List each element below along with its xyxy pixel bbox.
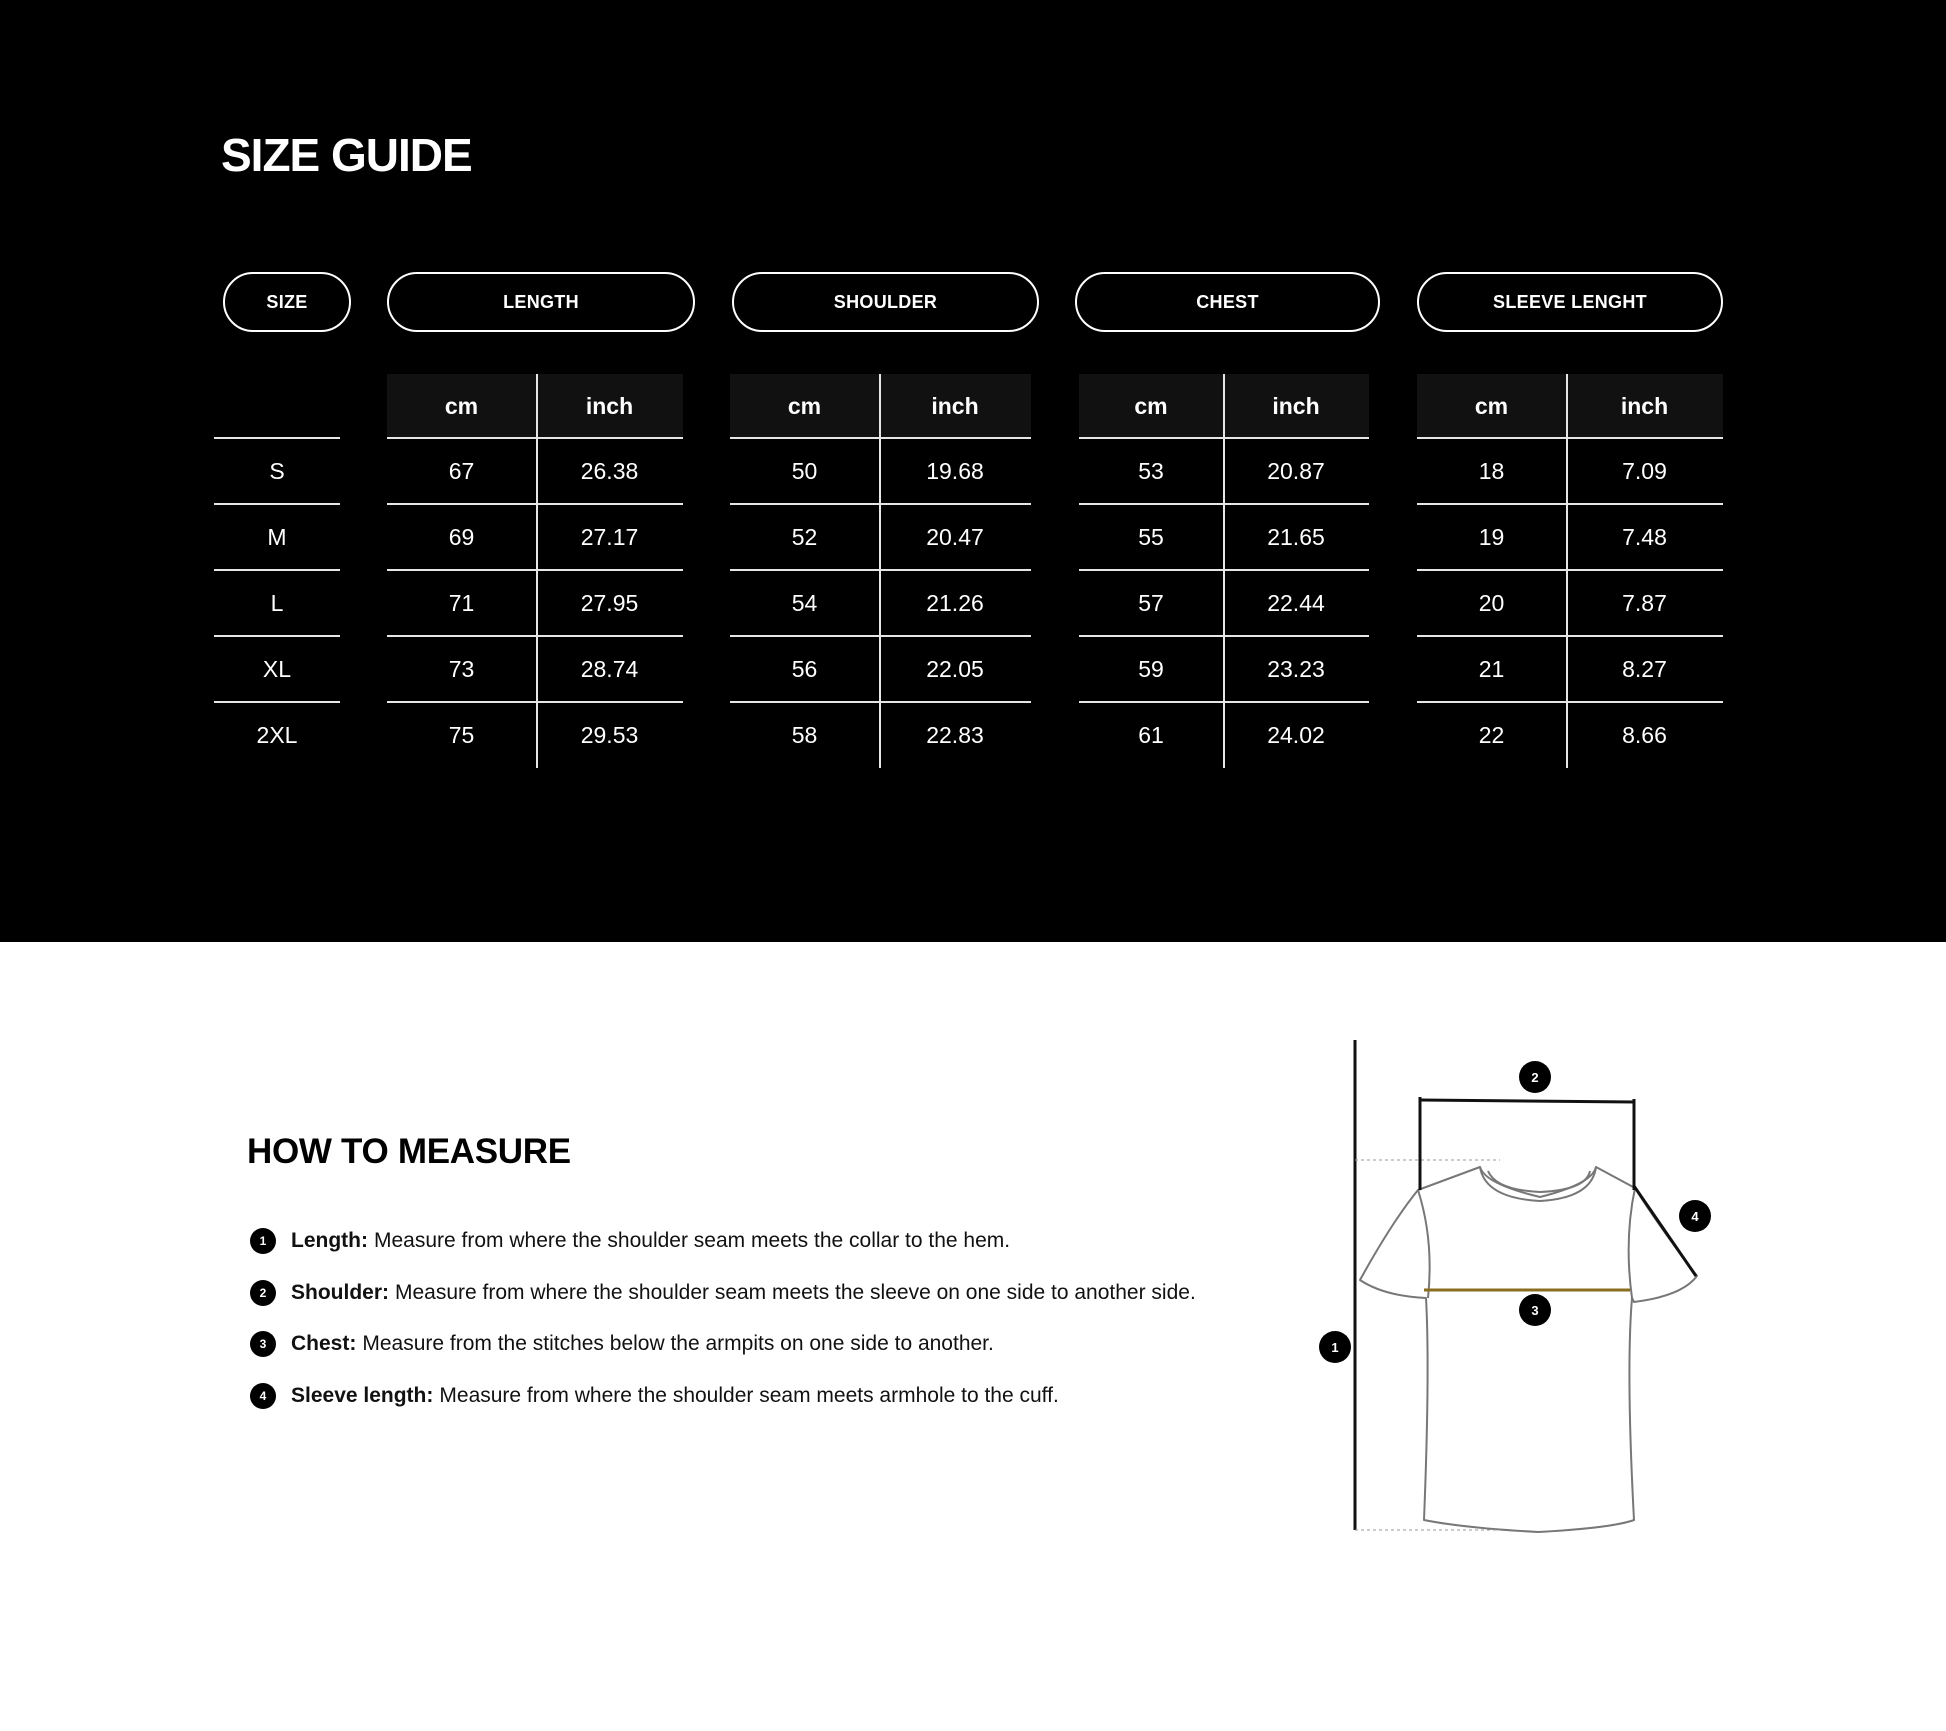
how-to-measure-title: HOW TO MEASURE bbox=[247, 1132, 571, 1171]
diagram-label-1: 1 bbox=[1331, 1340, 1339, 1355]
header-shoulder: SHOULDER bbox=[732, 272, 1039, 332]
table-cell-inch: 27.17 bbox=[580, 523, 639, 550]
table-cell-inch: 22.05 bbox=[926, 655, 984, 682]
table-cell-cm: 20 bbox=[1478, 589, 1505, 616]
unit-header-inch: inch bbox=[879, 374, 1031, 438]
table-cell-cm: 71 bbox=[448, 589, 475, 616]
unit-header-inch: inch bbox=[1566, 374, 1723, 438]
table-cell-cm: 57 bbox=[1138, 589, 1164, 616]
measure-lines bbox=[1355, 1040, 1696, 1530]
header-sleeve-length: SLEEVE LENGHT bbox=[1417, 272, 1723, 332]
header-size: SIZE bbox=[223, 272, 351, 332]
unit-header-inch: inch bbox=[536, 374, 683, 438]
table-cell-cm: 18 bbox=[1478, 457, 1505, 484]
unit-header-cm: cm bbox=[730, 374, 879, 438]
step-term: Shoulder: bbox=[291, 1281, 389, 1304]
step-number-badge: 3 bbox=[250, 1331, 276, 1357]
table-cell-inch: 8.66 bbox=[1622, 721, 1667, 748]
table-cell-inch: 20.87 bbox=[1267, 457, 1325, 484]
table-cell-inch: 24.02 bbox=[1267, 721, 1325, 748]
step-number-badge: 1 bbox=[250, 1228, 276, 1254]
size-label: S bbox=[269, 457, 285, 484]
page-title: SIZE GUIDE bbox=[221, 129, 472, 181]
table-cell-inch: 7.87 bbox=[1622, 589, 1667, 616]
table-cell-inch: 28.74 bbox=[580, 655, 639, 682]
table-cell-cm: 69 bbox=[448, 523, 475, 550]
table-cell-inch: 29.53 bbox=[580, 721, 639, 748]
unit-header-inch: inch bbox=[1223, 374, 1369, 438]
measure-step-sleeve bbox=[250, 1383, 1059, 1409]
header-length: LENGTH bbox=[387, 272, 695, 332]
size-label: M bbox=[267, 523, 287, 550]
size-label: 2XL bbox=[256, 721, 298, 748]
table-cell-inch: 22.44 bbox=[1267, 589, 1325, 616]
diagram-badge-1 bbox=[1319, 1331, 1351, 1363]
table-cell-cm: 58 bbox=[791, 721, 818, 748]
table-cell-inch: 7.48 bbox=[1622, 523, 1667, 550]
step-term: Chest: bbox=[291, 1332, 357, 1355]
step-number-badge: 2 bbox=[250, 1280, 276, 1306]
measure-step-chest bbox=[250, 1331, 994, 1357]
table-cell-cm: 55 bbox=[1138, 523, 1164, 550]
table-cell-cm: 75 bbox=[448, 721, 475, 748]
table-cell-cm: 22 bbox=[1478, 721, 1505, 748]
table-cell-inch: 7.09 bbox=[1622, 457, 1667, 484]
table-cell-cm: 54 bbox=[791, 589, 818, 616]
table-cell-cm: 21 bbox=[1478, 655, 1505, 682]
measure-step-length bbox=[250, 1228, 1010, 1254]
diagram-label-3: 3 bbox=[1531, 1303, 1539, 1318]
step-text: Measure from where the shoulder seam meets armhole to the cuff. bbox=[439, 1384, 1059, 1407]
tshirt-outline bbox=[1360, 1167, 1697, 1532]
measure-step-shoulder bbox=[250, 1280, 1196, 1306]
diagram-label-4: 4 bbox=[1691, 1209, 1699, 1224]
step-term: Length: bbox=[291, 1229, 368, 1252]
size-label: XL bbox=[262, 655, 292, 682]
table-cell-cm: 52 bbox=[791, 523, 818, 550]
table-cell-inch: 20.47 bbox=[926, 523, 984, 550]
table-cell-cm: 59 bbox=[1138, 655, 1164, 682]
table-cell-inch: 26.38 bbox=[580, 457, 639, 484]
table-cell-inch: 22.83 bbox=[926, 721, 984, 748]
tshirt-measure-diagram bbox=[1300, 1040, 1740, 1560]
size-label: L bbox=[270, 589, 284, 616]
step-term: Sleeve length: bbox=[291, 1384, 434, 1407]
diagram-badge-2 bbox=[1519, 1061, 1551, 1093]
step-text: Measure from the stitches below the armpits on one side to another. bbox=[362, 1332, 994, 1355]
header-chest: CHEST bbox=[1075, 272, 1380, 332]
table-cell-cm: 56 bbox=[791, 655, 818, 682]
table-cell-inch: 27.95 bbox=[580, 589, 639, 616]
step-text: Measure from where the shoulder seam meets the collar to the hem. bbox=[373, 1229, 1011, 1252]
table-cell-cm: 53 bbox=[1138, 457, 1164, 484]
step-text: Measure from where the shoulder seam meets the sleeve on one side to another side. bbox=[395, 1281, 1196, 1304]
table-cell-cm: 67 bbox=[448, 457, 475, 484]
diagram-badge-3 bbox=[1519, 1294, 1551, 1326]
table-cell-cm: 50 bbox=[791, 457, 818, 484]
table-cell-cm: 19 bbox=[1478, 523, 1505, 550]
table-cell-cm: 61 bbox=[1138, 721, 1164, 748]
unit-header-cm: cm bbox=[1079, 374, 1223, 438]
table-cell-inch: 23.23 bbox=[1267, 655, 1325, 682]
unit-header-cm: cm bbox=[1417, 374, 1566, 438]
table-cell-inch: 8.27 bbox=[1622, 655, 1667, 682]
table-cell-cm: 73 bbox=[448, 655, 475, 682]
step-number-badge: 4 bbox=[250, 1383, 276, 1409]
diagram-label-2: 2 bbox=[1531, 1070, 1539, 1085]
table-cell-inch: 21.65 bbox=[1267, 523, 1325, 550]
table-cell-inch: 19.68 bbox=[926, 457, 984, 484]
table-cell-inch: 21.26 bbox=[926, 589, 984, 616]
diagram-badge-4 bbox=[1679, 1200, 1711, 1232]
unit-header-cm: cm bbox=[387, 374, 536, 438]
